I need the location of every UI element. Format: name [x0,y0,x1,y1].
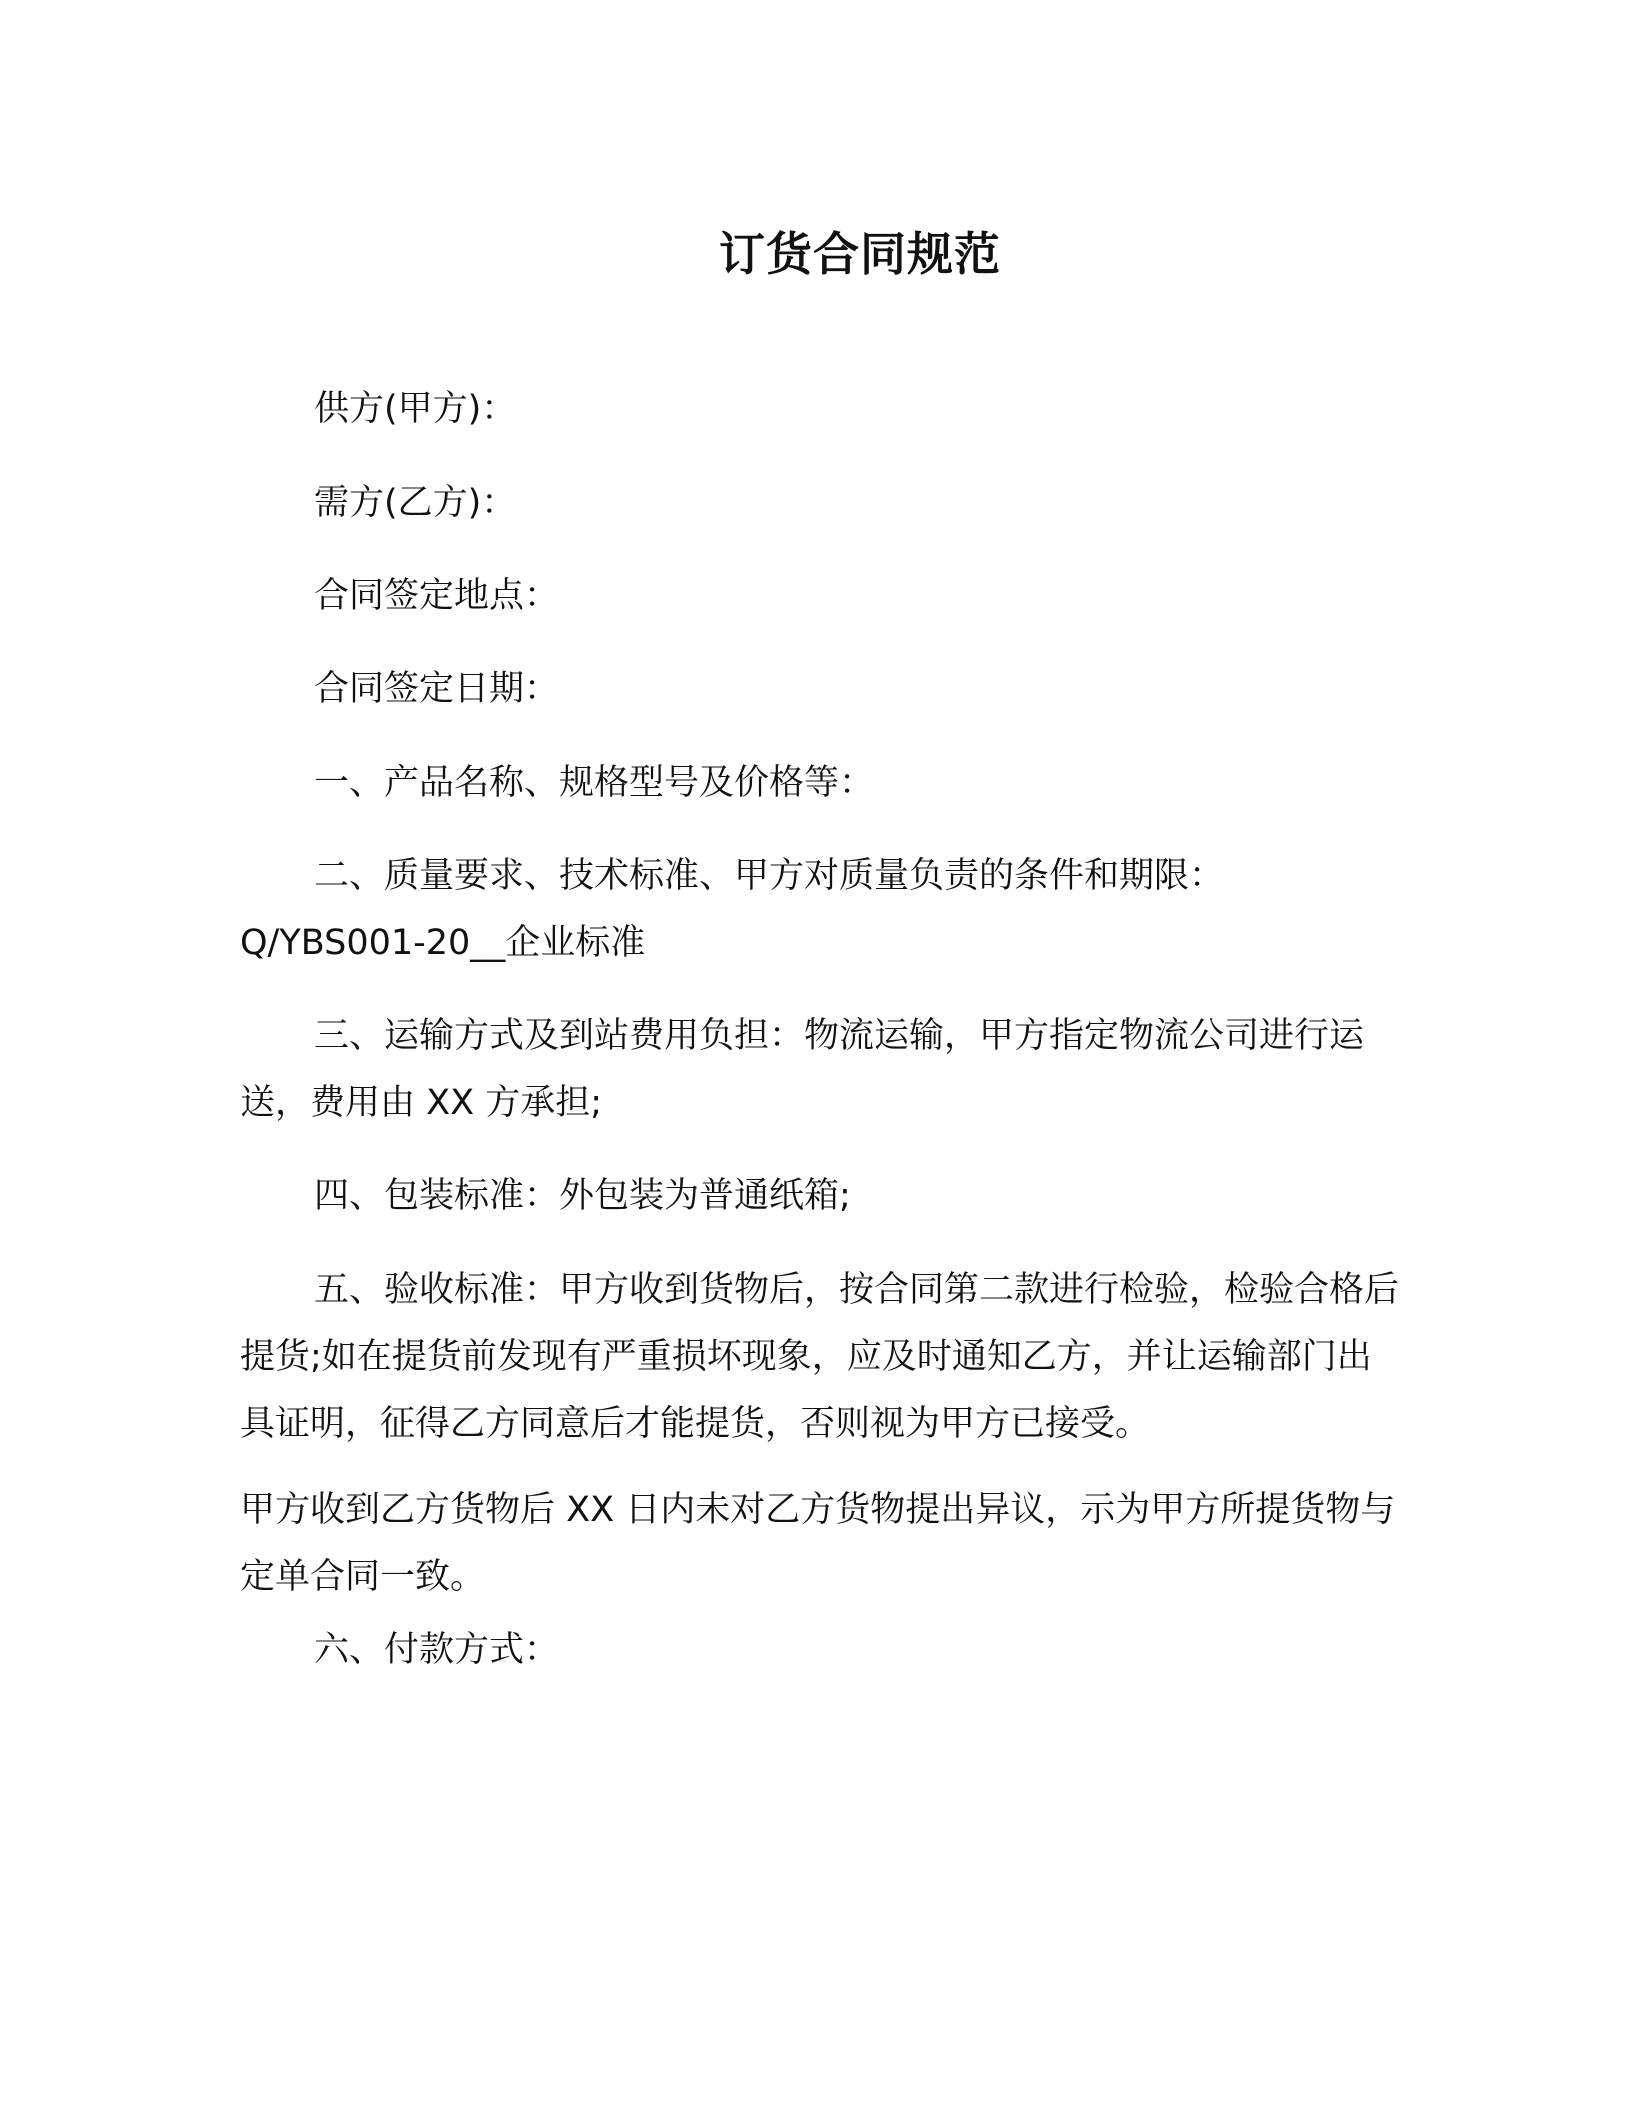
document-title: 订货合同规范 [719,227,1001,281]
section-6: 六、付款方式： [314,1630,560,1670]
supplier-line: 供方(甲方)： [314,389,517,429]
section-1: 一、产品名称、规格型号及价格等： [314,763,875,803]
signing-date-line: 合同签定日期： [314,669,560,709]
signing-place-line: 合同签定地点： [314,576,560,616]
section-5: 五、验收标准：甲方收到货物后，按合同第二款进行检验，检验合格后提货;如在提货前发现有严重损坏现象，应及时通知乙方，并让运输部门出具证明，征得乙方同意后才能提货，否则视为甲方已接受。 [240,1270,1400,1444]
section-3: 三、运输方式及到站费用负担：物流运输，甲方指定物流公司进行运送，费用由 XX 方承担; [240,1016,1365,1123]
section-5-extra: 甲方收到乙方货物后 XX 日内未对乙方货物提出异议，示为甲方所提货物与定单合同一致。 [240,1490,1396,1597]
buyer-line: 需方(乙方)： [314,483,517,523]
section-2: 二、质量要求、技术标准、甲方对质量负责的条件和期限：Q/YBS001-20__企业标准 [240,856,1225,963]
section-4: 四、包装标准：外包装为普通纸箱; [314,1176,851,1216]
